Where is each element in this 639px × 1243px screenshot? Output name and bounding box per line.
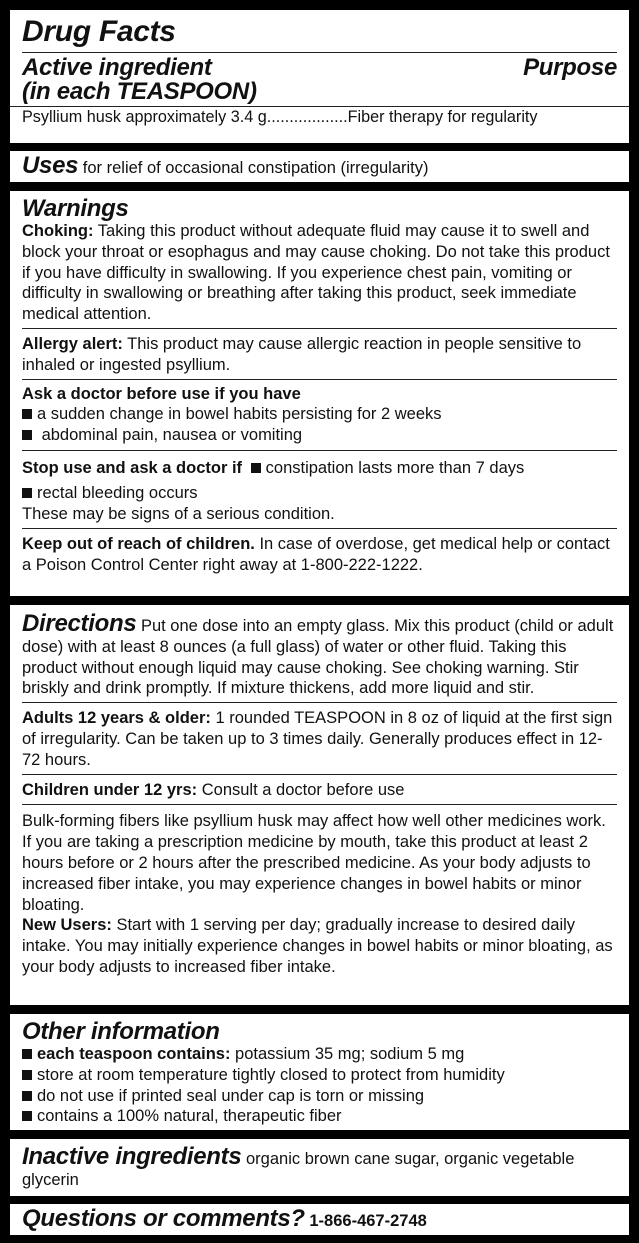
bullet-icon [251, 463, 261, 473]
page-title: Drug Facts [22, 15, 176, 48]
purpose-heading: Purpose [523, 54, 617, 81]
teaspoon-contains-label: each teaspoon contains: [37, 1045, 231, 1063]
choking-label: Choking: [22, 222, 94, 240]
inactive-ingredients-heading: Inactive ingredients [22, 1143, 242, 1170]
uses-heading: Uses [22, 152, 79, 179]
adults-text: 1 rounded TEASPOON in 8 oz of liquid at the first sign of irregularity. Can be taken up to 3 times daily. Generally produces effect in 12-72 hours. [22, 709, 613, 769]
directions-text: Put one dose into an empty glass. Mix this product (child or adult dose) with at least 8 ounces (a full glass) of water or other fluid. Taking this product without enough liquid may cause choking. See choking warning. Stir briskly and drink promptly. If mixture thickens, add more liquid and stir. [22, 617, 614, 698]
other-information-box [10, 1014, 629, 1130]
adults-label: Adults 12 years & older: [22, 709, 211, 728]
stop-item: constipation lasts more than 7 days [265, 458, 525, 477]
active-ingredient-heading: Active ingredient [22, 54, 212, 81]
active-ingredient-box [10, 10, 629, 143]
new-users-text: Start with 1 serving per day; gradually increase to desired daily intake. You may initially experience changes in bowel habits or minor bloating, as your body adjusts to increased fiber intake. [22, 916, 613, 976]
uses-box [10, 151, 629, 182]
keep-out-label: Keep out of reach of children. [22, 535, 255, 554]
inactive-ingredients-box [10, 1139, 629, 1196]
other-information-heading: Other information [22, 1018, 220, 1045]
teaspoon-contains-text: potassium 35 mg; sodium 5 mg [230, 1045, 465, 1063]
bulk-fiber-text: Bulk-forming fibers like psyllium husk may affect how well other medicines work. If you are taking a prescription medicine by mouth, take this product at least 2 hours before or 2 hours after the prescribed medicine. As your body adjusts to increased fiber intake, you may experience changes in bowel habits or minor bloating. [22, 812, 606, 914]
directions-box [10, 605, 629, 1005]
bullet-icon [22, 1111, 32, 1121]
new-users-label: New Users: [22, 916, 112, 935]
bullet-icon [22, 430, 32, 440]
allergy-text: This product may cause allergic reaction in people sensitive to inhaled or ingested psyllium. [22, 334, 582, 374]
stop-note: These may be signs of a serious condition. [22, 504, 335, 523]
children-text: Consult a doctor before use [197, 780, 405, 799]
bullet-icon [22, 1070, 32, 1080]
stop-item: rectal bleeding occurs [37, 483, 198, 502]
directions-heading: Directions [22, 610, 137, 637]
uses-text: for relief of occasional constipation (irregularity) [78, 159, 429, 177]
bullet-icon [22, 1091, 32, 1101]
other-item: contains a 100% natural, therapeutic fiber [37, 1107, 342, 1126]
questions-heading: Questions or comments? [22, 1205, 305, 1232]
allergy-label: Allergy alert: [22, 334, 123, 353]
other-item: store at room temperature tightly closed to protect from humidity [37, 1065, 505, 1084]
bullet-icon [22, 1049, 32, 1059]
stop-use-label: Stop use and ask a doctor if [22, 458, 243, 477]
bullet-icon [22, 488, 32, 498]
ask-doctor-heading: Ask a doctor before use if you have [22, 384, 301, 403]
bullet-icon [22, 409, 32, 419]
warnings-box [10, 191, 629, 596]
inactive-ingredients-text: organic brown cane sugar, organic vegetable glycerin [22, 1150, 575, 1189]
other-item: do not use if printed seal under cap is torn or missing [37, 1086, 425, 1105]
keep-out-text: In case of overdose, get medical help or contact a Poison Control Center right away at 1-800-222-1222. [22, 535, 610, 575]
choking-text: Taking this product without adequate fluid may cause it to swell and block your throat or esophagus and may cause choking. Do not take this product if you have difficulty in swallowing. If you experience chest pain, vomiting or difficulty in swallowing or breathing after taking this product, seek immediate medical attention. [22, 222, 610, 324]
ask-item: abdominal pain, nausea or vomiting [37, 426, 303, 445]
questions-box [10, 1204, 629, 1235]
active-ingredient-line: Psyllium husk approximately 3.4 g..................Fiber therapy for regularity [22, 108, 538, 126]
children-label: Children under 12 yrs: [22, 780, 198, 799]
active-ingredient-subheading: (in each TEASPOON) [22, 78, 257, 105]
questions-phone: 1-866-467-2748 [304, 1212, 427, 1230]
warnings-heading: Warnings [22, 195, 129, 222]
ask-item: a sudden change in bowel habits persisting for 2 weeks [37, 405, 442, 424]
